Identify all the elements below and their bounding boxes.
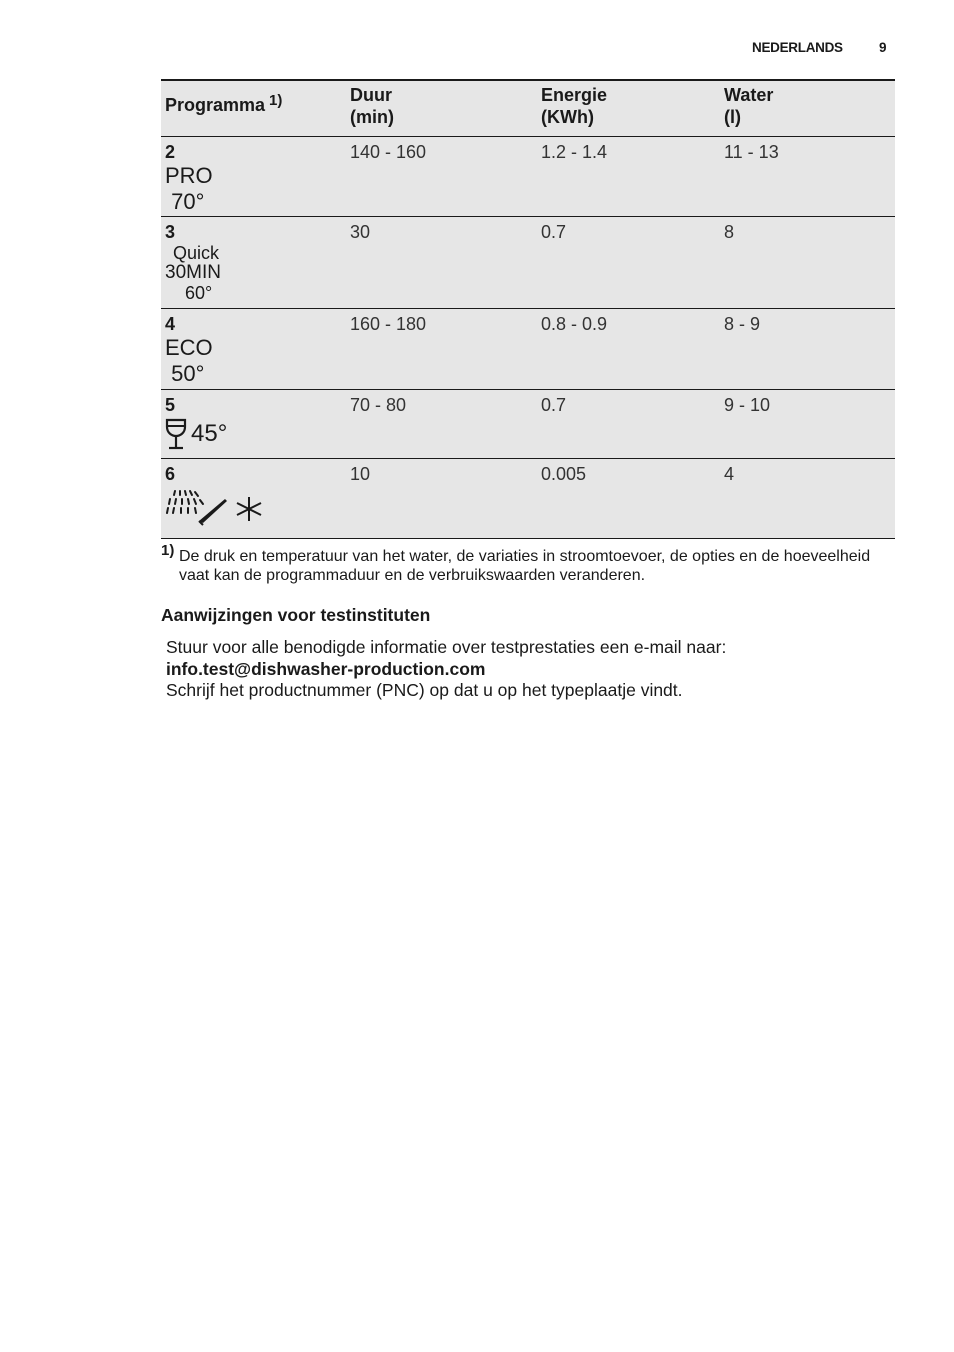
- table-header-row: [161, 81, 895, 137]
- program-cell: [161, 459, 346, 538]
- col-header-duur: [346, 81, 537, 136]
- col-label: Energie: [541, 85, 608, 105]
- page-number: 9: [879, 40, 887, 55]
- water-cell: 11 - 13: [724, 142, 779, 162]
- program-cell: [161, 137, 346, 216]
- program-number: 3: [165, 222, 176, 242]
- col-header-water: [720, 81, 895, 136]
- energy-cell: 1.2 - 1.4: [541, 142, 608, 162]
- program-symbol: [165, 489, 342, 529]
- table-row: [161, 390, 895, 459]
- water-cell: 4: [724, 464, 735, 484]
- col-unit: (min): [350, 107, 394, 127]
- footnote-text: De druk en temperatuur van het water, de variaties in stroomtoevoer, de opties en de hoeveelheid vaat kan de programmaduur en de verbruikswaarden veranderen.: [179, 548, 871, 584]
- table-footnote: [161, 541, 881, 585]
- program-temperature: 60°: [185, 283, 213, 303]
- duration-cell: 30: [350, 222, 371, 242]
- section-text: Stuur voor alle benodigde informatie over testprestaties een e-mail naar:: [166, 637, 727, 657]
- col-unit: (KWh): [541, 107, 594, 127]
- duration-cell: 10: [350, 464, 371, 484]
- program-table: [161, 79, 895, 539]
- table-row: [161, 459, 895, 539]
- duration-cell: 70 - 80: [350, 395, 407, 415]
- table-row: [161, 217, 895, 309]
- energy-cell: 0.7: [541, 395, 567, 415]
- rinse-and-hold-icon: [165, 489, 265, 529]
- program-number: 2: [165, 142, 176, 162]
- program-cell: [161, 390, 346, 458]
- header-language: NEDERLANDS: [752, 40, 843, 55]
- energy-cell: 0.7: [541, 222, 567, 242]
- program-symbol: 30MIN: [165, 262, 221, 283]
- program-number: 5: [165, 395, 176, 415]
- water-cell: 9 - 10: [724, 395, 771, 415]
- water-cell: 8 - 9: [724, 314, 761, 334]
- program-symbol: [165, 418, 342, 450]
- program-number: 4: [165, 314, 176, 334]
- program-symbol: Quick: [173, 243, 220, 263]
- program-symbol: PRO: [165, 163, 213, 188]
- table-row: [161, 137, 895, 217]
- col-header-energie: [537, 81, 720, 136]
- program-temperature: 70°: [165, 189, 205, 214]
- col-label: Programma: [165, 95, 266, 115]
- col-label: Duur: [350, 85, 392, 105]
- col-label: Water: [724, 85, 774, 105]
- table-row: [161, 309, 895, 390]
- energy-cell: 0.8 - 0.9: [541, 314, 608, 334]
- duration-cell: 160 - 180: [350, 314, 427, 334]
- program-cell: [161, 217, 346, 308]
- program-number: 6: [165, 464, 176, 484]
- section-title: Aanwijzingen voor testinstituten: [161, 605, 431, 625]
- col-header-programma: [161, 81, 346, 136]
- wine-glass-icon: [165, 418, 187, 450]
- footnote-mark: 1): [161, 542, 175, 559]
- section-body: [166, 637, 886, 702]
- program-temperature: 45°: [191, 420, 228, 447]
- col-unit: (l): [724, 107, 741, 127]
- footnote-ref: 1): [269, 92, 283, 109]
- program-temperature: 50°: [165, 361, 205, 386]
- contact-email: info.test@dishwasher-production.com: [166, 658, 486, 679]
- section-text: Schrijf het productnummer (PNC) op dat u op het typeplaatje vindt.: [166, 680, 683, 700]
- duration-cell: 140 - 160: [350, 142, 427, 162]
- water-cell: 8: [724, 222, 735, 242]
- program-cell: [161, 309, 346, 389]
- program-symbol: ECO: [165, 335, 213, 360]
- page-header: [0, 40, 954, 60]
- energy-cell: 0.005: [541, 464, 587, 484]
